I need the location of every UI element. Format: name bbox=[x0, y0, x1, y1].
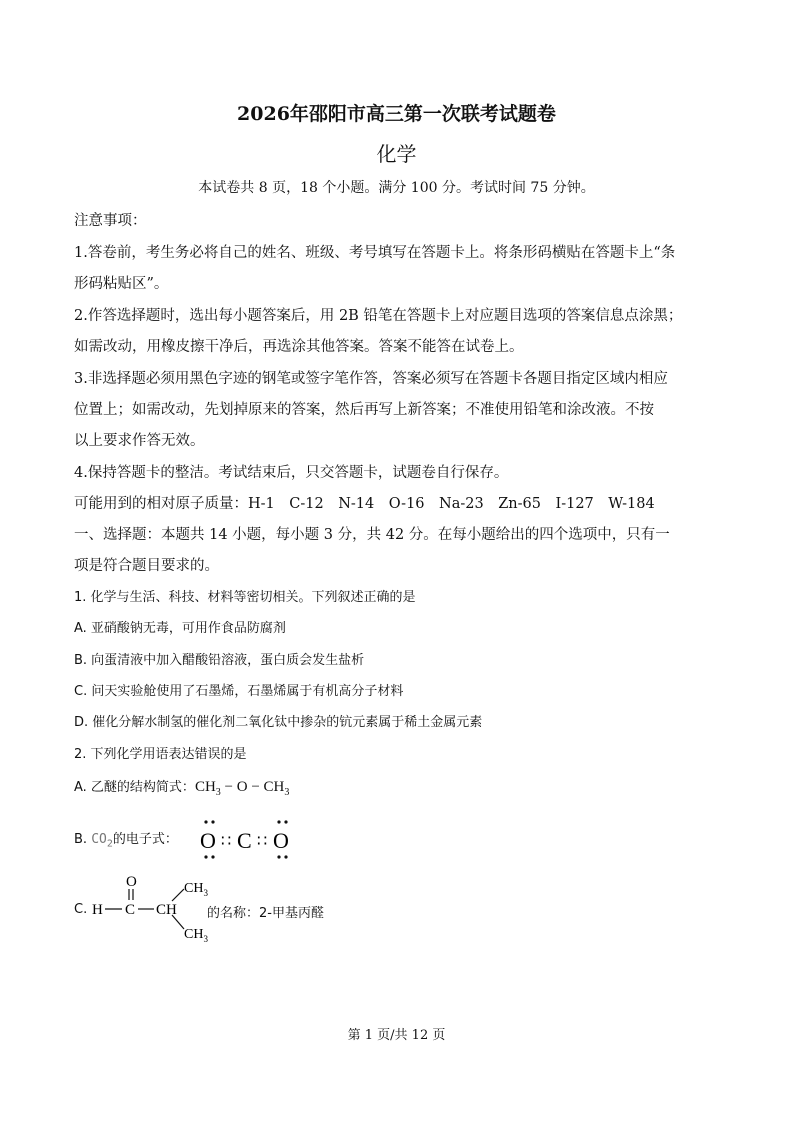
question-1-option-a: A. 亚硝酸钠无毒，可用作食品防腐剂 bbox=[74, 621, 286, 636]
methyl-text: CH bbox=[184, 927, 204, 942]
lewis-double-bond-right: ∷ bbox=[257, 831, 268, 850]
note-2-line-1: 2.作答选择题时，选出每小题答案后，用 2B 铅笔在答题卡上对应题目选项的答案信息点涂黑； bbox=[74, 308, 683, 324]
question-1-option-d: D. 催化分解水制氢的催化剂二氧化钛中掺杂的钪元素属于稀土金属元素 bbox=[74, 715, 483, 730]
formula-part: CH bbox=[194, 779, 216, 795]
option-b-tail: 的电子式： bbox=[112, 832, 178, 847]
formula-subscript: 3 bbox=[215, 787, 221, 798]
option-a-label: A. 乙醚的结构简式： bbox=[74, 780, 195, 795]
question-1-stem: 1. 化学与生活、科技、材料等密切相关。下列叙述正确的是 bbox=[74, 590, 416, 605]
lone-pair-dot bbox=[284, 855, 287, 858]
note-3-line-3: 以上要求作答无效。 bbox=[74, 433, 205, 449]
struct-carbonyl-carbon: C bbox=[125, 902, 136, 918]
lone-pair-dot bbox=[277, 820, 280, 823]
question-2-option-c-label: C. bbox=[74, 902, 88, 917]
co2-subscript: 2 bbox=[106, 838, 113, 850]
section-1-intro-line-1: 一、选择题：本题共 14 小题，每小题 3 分，共 42 分。在每小题给出的四个选项中，只有一 bbox=[74, 527, 670, 543]
methyl-text: CH bbox=[184, 881, 204, 896]
note-4: 4.保持答题卡的整洁。考试结束后，只交答题卡，试题卷自行保存。 bbox=[74, 465, 509, 481]
lewis-oxygen-right: O bbox=[273, 828, 289, 853]
methyl-subscript: 3 bbox=[203, 934, 208, 944]
notes-heading: 注意事项： bbox=[74, 213, 147, 229]
lewis-double-bond-left: ∷ bbox=[221, 831, 232, 850]
note-3-line-2: 位置上；如需改动，先划掉原来的答案，然后再写上新答案；不准使用铅笔和涂改液。不按 bbox=[74, 402, 654, 418]
struct-ch: CH bbox=[156, 902, 177, 918]
lewis-carbon: C bbox=[237, 828, 252, 853]
note-1-line-1: 1.答卷前，考生务必将自己的姓名、班级、考号填写在答题卡上。将条形码横贴在答题卡上“条 bbox=[74, 245, 676, 261]
lewis-oxygen-left: O bbox=[200, 828, 216, 853]
struct-methyl-top bbox=[184, 881, 208, 898]
struct-oxygen: O bbox=[126, 874, 137, 890]
co2-formula bbox=[91, 832, 113, 850]
co2-text: CO bbox=[91, 832, 107, 847]
section-1-intro-line-2: 项是符合题目要求的。 bbox=[74, 558, 219, 574]
question-2-option-c-name: 的名称：2-甲基丙醛 bbox=[207, 906, 324, 921]
subject-title: 化学 bbox=[376, 142, 417, 166]
exam-info: 本试卷共 8 页，18 个小题。满分 100 分。考试时间 75 分钟。 bbox=[198, 180, 595, 196]
methyl-subscript: 3 bbox=[203, 888, 208, 898]
diethyl-ether-formula bbox=[194, 779, 290, 798]
isobutyraldehyde-structure bbox=[90, 872, 220, 947]
exam-title: 2026年邵阳市高三第一次联考试题卷 bbox=[237, 103, 556, 125]
question-1-option-b: B. 向蛋清液中加入醋酸铅溶液，蛋白质会发生盐析 bbox=[74, 653, 365, 668]
lone-pair-dot bbox=[204, 820, 207, 823]
question-2-option-a bbox=[74, 776, 289, 798]
question-2-option-b-label bbox=[74, 828, 178, 850]
struct-methyl-bottom bbox=[184, 927, 208, 944]
struct-hydrogen: H bbox=[92, 902, 103, 918]
question-1-option-c: C. 问天实验舱使用了石墨烯，石墨烯属于有机高分子材料 bbox=[74, 684, 404, 699]
single-bond-line bbox=[172, 889, 184, 901]
atomic-masses: 可能用到的相对原子质量：H-1 C-12 N-14 O-16 Na-23 Zn-65 I-127 W-184 bbox=[74, 496, 655, 512]
lone-pair-dot bbox=[284, 820, 287, 823]
formula-subscript: 3 bbox=[284, 787, 290, 798]
lone-pair-dot bbox=[204, 855, 207, 858]
co2-lewis-structure bbox=[198, 812, 298, 862]
question-2-stem: 2. 下列化学用语表达错误的是 bbox=[74, 747, 247, 762]
note-3-line-1: 3.非选择题必须用黑色字迹的钢笔或签字笔作答，答案必须写在答题卡各题目指定区域内相应 bbox=[74, 371, 668, 387]
lone-pair-dot bbox=[211, 855, 214, 858]
formula-part: − O − CH bbox=[220, 779, 285, 795]
page-footer: 第 1 页/共 12 页 bbox=[347, 1028, 446, 1043]
single-bond-line bbox=[172, 915, 184, 929]
lone-pair-dot bbox=[211, 820, 214, 823]
note-2-line-2: 如需改动，用橡皮擦干净后，再选涂其他答案。答案不能答在试卷上。 bbox=[74, 339, 524, 355]
option-b-label: B. bbox=[74, 832, 88, 847]
note-1-line-2: 形码粘贴区”。 bbox=[74, 276, 169, 292]
lone-pair-dot bbox=[277, 855, 280, 858]
